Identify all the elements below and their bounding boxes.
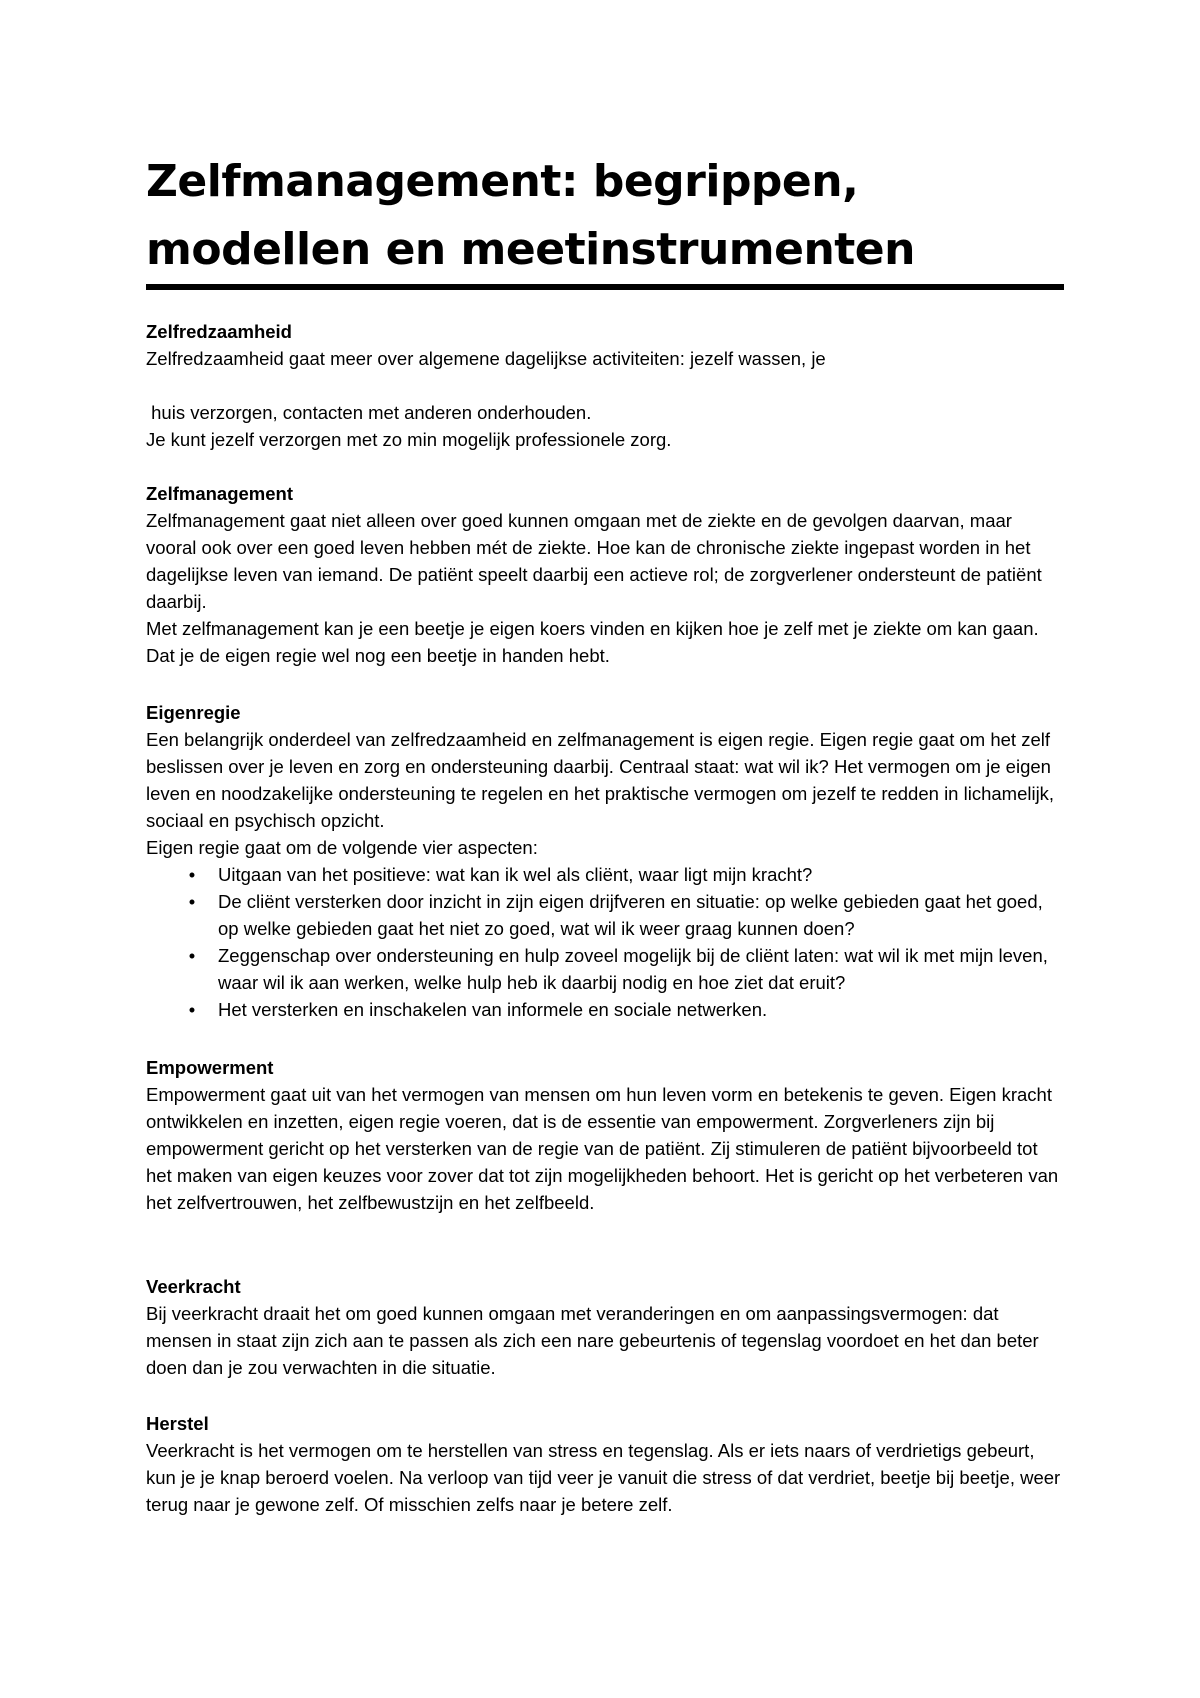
list-item: • Zeggenschap over ondersteuning en hulp zoveel mogelijk bij de cliënt laten: wat wil ik met mijn leven, waar wil ik aan werken, welke hulp heb ik daarbij nodig en hoe ziet dat eruit? bbox=[146, 942, 1066, 996]
page-title: Zelfmanagement: begrippen, modellen en meetinstrumenten bbox=[146, 156, 915, 275]
section-veerkracht bbox=[146, 1273, 1066, 1381]
section-heading: Empowerment bbox=[146, 1057, 274, 1078]
bullet-icon: • bbox=[188, 999, 196, 1020]
section-eigenregie bbox=[146, 699, 1066, 1023]
paragraph: Veerkracht is het vermogen om te herstellen van stress en tegenslag. Als er iets naars of verdrietigs gebeurt, kun je je knap beroerd voelen. Na verloop van tijd veer je vanuit die stress of dat verdriet, beetje bij beetje, weer terug naar je gewone zelf. Of misschien zelfs naar je betere zelf. bbox=[146, 1440, 1061, 1515]
paragraph: Eigen regie gaat om de volgende vier aspecten: bbox=[146, 837, 538, 858]
section-zelfredzaamheid bbox=[146, 318, 1066, 453]
section-herstel bbox=[146, 1410, 1066, 1518]
section-heading: Zelfmanagement bbox=[146, 483, 294, 504]
aspects-list bbox=[146, 861, 1066, 1023]
title-underline bbox=[146, 284, 1064, 290]
paragraph: Een belangrijk onderdeel van zelfredzaamheid en zelfmanagement is eigen regie. Eigen regie gaat om het zelf beslissen over je leven en zorg en ondersteuning daarbij. Centraal staat: wat wil ik? Het vermogen om je eigen leven en noodzakelijke ondersteuning te regelen en het praktische vermogen om jezelf te redden in lichamelijk, sociaal en psychisch opzicht. bbox=[146, 729, 1055, 831]
section-empowerment bbox=[146, 1054, 1066, 1216]
paragraph: Bij veerkracht draait het om goed kunnen omgaan met veranderingen en om aanpassingsvermogen: dat mensen in staat zijn zich aan te passen als zich een nare gebeurtenis of tegenslag voordoet en het dan beter doen dan je zou verwachten in die situatie. bbox=[146, 1303, 1039, 1378]
list-item: • Het versterken en inschakelen van informele en sociale netwerken. bbox=[146, 996, 1066, 1023]
paragraph: Zelfmanagement gaat niet alleen over goed kunnen omgaan met de ziekte en de gevolgen daarvan, maar vooral ook over een goed leven hebben mét de ziekte. Hoe kan de chronische ziekte ingepast worden in het dagelijkse leven van iemand. De patiënt speelt daarbij een actieve rol; de zorgverlener ondersteunt de patiënt daarbij. bbox=[146, 510, 1042, 612]
list-item: • De cliënt versterken door inzicht in zijn eigen drijfveren en situatie: op welke gebieden gaat het goed, op welke gebieden gaat het niet zo goed, wat wil ik weer graag kunnen doen? bbox=[146, 888, 1066, 942]
bullet-icon: • bbox=[188, 945, 196, 966]
paragraph: Zelfredzaamheid gaat meer over algemene dagelijkse activiteiten: jezelf wassen, je bbox=[146, 348, 826, 369]
paragraph: huis verzorgen, contacten met anderen onderhouden. bbox=[146, 402, 592, 423]
section-heading: Herstel bbox=[146, 1413, 209, 1434]
paragraph: Met zelfmanagement kan je een beetje je eigen koers vinden en kijken hoe je zelf met je ziekte om kan gaan. Dat je de eigen regie wel nog een beetje in handen hebt. bbox=[146, 618, 1039, 666]
bullet-icon: • bbox=[188, 864, 196, 885]
section-heading: Veerkracht bbox=[146, 1276, 241, 1297]
list-item: • Uitgaan van het positieve: wat kan ik wel als cliënt, waar ligt mijn kracht? bbox=[146, 861, 1066, 888]
section-zelfmanagement bbox=[146, 480, 1066, 669]
paragraph: Empowerment gaat uit van het vermogen van mensen om hun leven vorm en betekenis te geven. Eigen kracht ontwikkelen en inzetten, eigen regie voeren, dat is de essentie van empowerment. Zorgverleners zijn bij empowerment gericht op het versterken van de regie van de patiënt. Zij stimuleren de patiënt bijvoorbeeld tot het maken van eigen keuzes voor zover dat tot zijn mogelijkheden behoort. Het is gericht op het verbeteren van het zelfvertrouwen, het zelfbewustzijn en het zelfbeeld. bbox=[146, 1084, 1059, 1213]
section-heading: Eigenregie bbox=[146, 702, 241, 723]
section-heading: Zelfredzaamheid bbox=[146, 321, 292, 342]
bullet-icon: • bbox=[188, 891, 196, 912]
paragraph: Je kunt jezelf verzorgen met zo min mogelijk professionele zorg. bbox=[146, 429, 672, 450]
